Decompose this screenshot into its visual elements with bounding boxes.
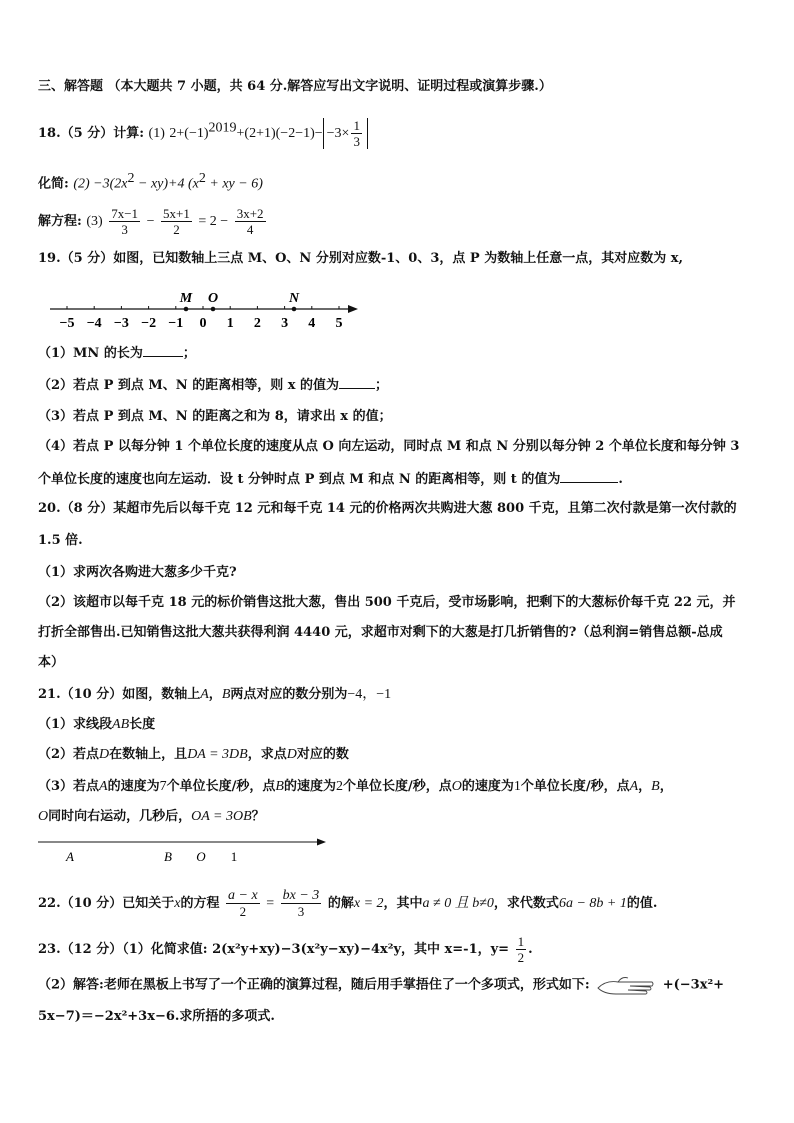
axis-tick-label: −4 xyxy=(86,316,102,331)
q18-line1: 18.（5 分）计算: (1) $2+(-1)^{2019}+(2+1)(-2-1)- -3\times$ $\frac{1}{3}$ xyxy=(38,118,754,149)
q20-sub2-line2: 打折全部售出.已知销售这批大葱共获得利润 4440 元，求超市对剩下的大葱是打几折销售的?（总利润=销售总额-总成 xyxy=(38,625,723,640)
q21-sub3-line2: O同时向右运动，几秒后，OA = 3OB？ xyxy=(38,809,265,824)
q21-sub3-line1: （3）若点A的速度为7个单位长度/秒，点B的速度为2个单位长度/秒，点O的速度为1个单位长度/秒，点A，B， xyxy=(38,779,673,794)
hand-covering-icon xyxy=(596,974,656,996)
q20-line1: 20.（8 分）某超市先后以每千克 12 元和每千克 14 元的价格两次共购进大葱 800 千克，且第二次付款是第一次付款的 xyxy=(38,501,737,516)
q19-sub2: （2）若点 P 到点 M、N 的距离相等，则 x 的值为 ； xyxy=(38,378,389,393)
q20-sub2-line1: （2）该超市以每千克 18 元的标价销售这批大葱，售出 500 千克后，受市场影响，把剩下的大葱标价每千克 22 元，并 xyxy=(38,595,736,610)
axis-label-b: B xyxy=(164,849,172,864)
axis-tick-label: 2 xyxy=(253,316,261,331)
q22-line: 22.（10 分）已知关于x的方程 $\frac{a - x}{2}$ = $\frac{bx - 3}{3}$ 的解x = 2，其中a ≠ 0 且 b≠0，求代数式6a − 8b + 1的值. xyxy=(38,888,658,919)
answer-blank[interactable] xyxy=(560,470,618,483)
q23-sub2-line1: （2）解答:老师在黑板上书写了一个正确的演算过程，随后用手掌捂住了一个多项式，形式如下: +(−3x²+ xyxy=(38,974,754,996)
axis-tick-label: 4 xyxy=(308,316,316,331)
q21-sub1: （1）求线段AB长度 xyxy=(38,717,156,732)
q19-intro: 19.（5 分）如图，已知数轴上三点 M、O、N 分别对应数-1、0、3，点 P 为数轴上任意一点，其对应数为 x, xyxy=(38,251,683,266)
q19-sub3: （3）若点 P 到点 M、N 的距离之和为 8，请求出 x 的值； xyxy=(38,409,392,424)
q21-intro: 21.（10 分）如图，数轴上A，B两点对应的数分别为−4，−1 xyxy=(38,687,392,702)
q20-sub1: （1）求两次各购进大葱多少千克? xyxy=(38,565,237,580)
axis-tick-label: −1 xyxy=(168,316,184,331)
q23-sub1: 23.（12 分）（1）化简求值: 2(x²y+xy)−3(x²y−xy)−4x²y，其中 x=-1，y= $\frac{1}{2}$ . xyxy=(38,934,533,965)
section-heading: 三、解答题 （本大题共 7 小题，共 64 分.解答应写出文字说明、证明过程或演算步骤.） xyxy=(38,79,552,94)
q20-line2: 1.5 倍. xyxy=(38,533,83,548)
point-o xyxy=(211,307,216,312)
q23-sub2-line2: 5x−7)＝−2x²+3x−6.求所捂的多项式. xyxy=(38,1009,275,1024)
q18-line2: 化简: $(2) -3(2x^2 - xy)+4$ ($x^2$ + xy − 6) xyxy=(38,171,263,192)
q21-sub2: （2）若点D在数轴上，且DA = 3DB，求点D对应的数 xyxy=(38,747,349,762)
q19-sub4-line2: 个单位长度的速度也向左运动．设 t 分钟时点 P 到点 M 和点 N 的距离相等，则 t 的值为 . xyxy=(38,472,623,487)
point-m xyxy=(184,307,189,312)
frac-1-3: $\frac{1}{3}$ xyxy=(353,118,360,149)
q20-sub2-line3: 本） xyxy=(38,655,65,670)
q19-number-line xyxy=(40,284,370,334)
point-n xyxy=(292,307,297,312)
axis-tick-label: −5 xyxy=(59,316,75,331)
axis-tick-label: 0 xyxy=(199,316,207,331)
answer-blank[interactable] xyxy=(339,376,375,389)
label-o: O xyxy=(207,291,219,306)
q21-number-line xyxy=(36,834,336,870)
label-n: N xyxy=(288,291,300,306)
axis-tick-label: −2 xyxy=(141,316,157,331)
axis-tick-label: 3 xyxy=(281,316,289,331)
label-m: M xyxy=(179,291,193,306)
q18-line3: 解方程: (3) $\frac{7x-1}{3}$ − $\frac{5x+1}{2}$ = 2 − $\frac{3x+2}{4}$ xyxy=(38,206,264,237)
axis-tick-label: −3 xyxy=(113,316,129,331)
axis-tick-label: 1 xyxy=(226,316,234,331)
axis-label-o: O xyxy=(196,849,206,864)
axis-label-a: A xyxy=(66,849,74,864)
q19-sub1: （1）MN 的长为 ； xyxy=(38,346,196,361)
axis-tick-label: 5 xyxy=(335,316,343,331)
q19-sub4-line1: （4）若点 P 以每分钟 1 个单位长度的速度从点 O 向左运动，同时点 M 和点 N 分别以每分钟 2 个单位长度和每分钟 3 xyxy=(38,439,740,454)
answer-blank[interactable] xyxy=(143,344,183,357)
axis-label-1: 1 xyxy=(230,849,238,864)
